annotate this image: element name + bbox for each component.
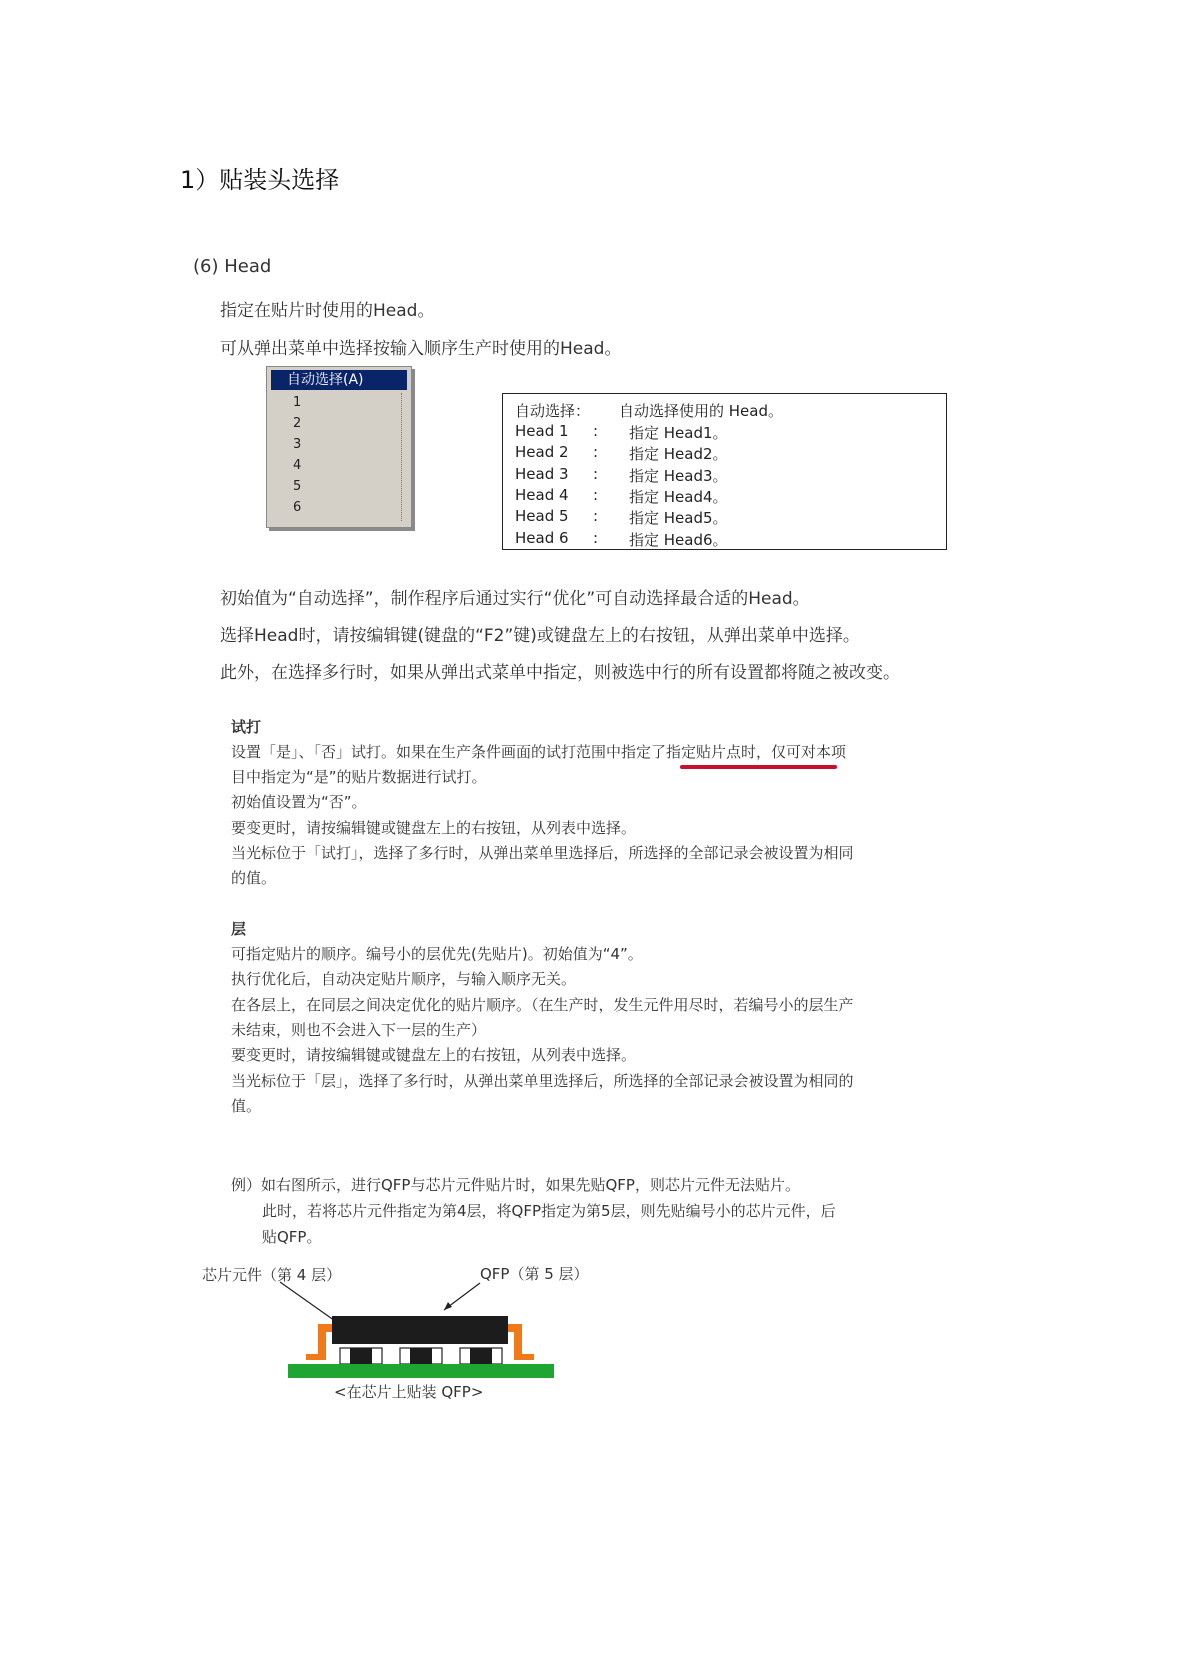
qfp-label: QFP（第 5 层） — [480, 1265, 589, 1283]
diagram-caption: <在芯片上贴装 QFP> — [334, 1383, 484, 1401]
menu-item-auto[interactable]: 自动选择(A) — [271, 370, 407, 390]
layer-line-2: 执行优化后，自动决定贴片顺序，与输入顺序无关。 — [231, 970, 577, 988]
qfp-lead-left — [306, 1324, 332, 1360]
menu-item-1[interactable]: 1 — [293, 395, 302, 410]
head-row-name: Head 5 — [515, 507, 569, 525]
head-row-desc: 指定 Head2。 — [629, 445, 728, 463]
paragraph-select-head: 选择Head时，请按编辑键(键盘的“F2”键)或键盘左上的右按钮，从弹出菜单中选择。 — [220, 626, 860, 646]
trial-title: 试打 — [231, 718, 262, 736]
menu-item-2[interactable]: 2 — [293, 416, 302, 431]
trial-line-4: 要变更时，请按编辑键或键盘左上的右按钮，从列表中选择。 — [231, 819, 637, 837]
section-title: (6) Head — [193, 256, 272, 277]
menu-item-4[interactable]: 4 — [293, 458, 302, 473]
head-row-colon: : — [593, 465, 599, 483]
head-intro-line-1: 指定在贴片时使用的Head。 — [220, 301, 435, 321]
head-row-desc: 指定 Head3。 — [629, 467, 728, 485]
chip-component-label: 芯片元件（第 4 层） — [202, 1266, 342, 1284]
head-popup-menu — [266, 366, 412, 528]
trial-line-1 — [231, 741, 846, 762]
head-description-box — [502, 393, 947, 550]
trial-line-3: 初始值设置为“否”。 — [231, 793, 367, 811]
head-row-name: Head 3 — [515, 465, 569, 483]
trial-line-1-end: ，仅可对本项 — [756, 743, 847, 761]
head-row-desc: 指定 Head4。 — [629, 488, 728, 506]
example-line-2: 此时，若将芯片元件指定为第4层，将QFP指定为第5层，则先贴编号小的芯片元件，后 — [262, 1202, 836, 1220]
chip-1 — [340, 1348, 382, 1364]
head-row-desc: 指定 Head6。 — [629, 531, 728, 549]
qfp-lead-right — [508, 1324, 534, 1360]
layer-line-4: 未结束，则也不会进入下一层的生产） — [231, 1021, 487, 1039]
layer-line-5: 要变更时，请按编辑键或键盘左上的右按钮，从列表中选择。 — [231, 1046, 637, 1064]
head-row-colon: : — [593, 529, 599, 547]
menu-item-6[interactable]: 6 — [293, 500, 302, 515]
head-row-colon: : — [593, 507, 599, 525]
layer-title: 层 — [231, 920, 247, 938]
trial-line-1-start: 设置「是」、「否」试打。如果在生产条件画面的试打范围中 — [231, 743, 622, 761]
head-row-desc: 指定 Head1。 — [629, 424, 728, 442]
head-row-name: Head 4 — [515, 486, 569, 504]
head-intro-line-2: 可从弹出菜单中选择按输入顺序生产时使用的Head。 — [220, 339, 622, 359]
qfp-on-chip-diagram — [270, 1278, 570, 1378]
menu-item-5[interactable]: 5 — [293, 479, 302, 494]
trial-line-1-highlight: 指定了指定贴片点时 — [621, 743, 757, 761]
chip-2 — [400, 1348, 442, 1364]
trial-line-5: 当光标位于「试打」，选择了多行时，从弹出菜单里选择后，所选择的全部记录会被设置为相同 — [231, 844, 854, 862]
head-row-colon: : — [593, 443, 599, 461]
head-row-colon: : — [593, 486, 599, 504]
head-row-name: Head 2 — [515, 443, 569, 461]
chip-3 — [460, 1348, 502, 1364]
paragraph-initial-value: 初始值为“自动选择”，制作程序后通过实行“优化”可自动选择最合适的Head。 — [220, 589, 810, 609]
paragraph-multi-select: 此外，在选择多行时，如果从弹出式菜单中指定，则被选中行的所有设置都将随之被改变。 — [220, 663, 900, 683]
menu-scrollbar — [401, 393, 408, 521]
layer-line-6: 当光标位于「层」，选择了多行时，从弹出菜单里选择后，所选择的全部记录会被设置为相同的 — [231, 1072, 854, 1090]
head-row-colon: : — [593, 422, 599, 440]
trial-line-6: 的值。 — [231, 869, 277, 887]
menu-item-3[interactable]: 3 — [293, 437, 302, 452]
qfp-arrow-head — [444, 1302, 452, 1310]
head-auto-desc: 自动选择使用的 Head。 — [619, 402, 783, 420]
layer-line-7: 值。 — [231, 1097, 262, 1115]
trial-line-2: 目中指定为“是”的贴片数据进行试打。 — [231, 768, 487, 786]
head-row-desc: 指定 Head5。 — [629, 509, 728, 527]
head-row-name: Head 1 — [515, 422, 569, 440]
page-heading: 1）贴装头选择 — [180, 166, 340, 194]
qfp-body — [332, 1316, 508, 1344]
pcb-board — [288, 1364, 554, 1378]
head-row-name: Head 6 — [515, 529, 569, 547]
layer-line-3: 在各层上，在同层之间决定优化的贴片顺序。（在生产时，发生元件用尽时，若编号小的层生产 — [231, 996, 854, 1014]
example-line-3: 贴QFP。 — [262, 1228, 322, 1246]
example-line-1: 例）如右图所示，进行QFP与芯片元件贴片时，如果先贴QFP，则芯片元件无法贴片。 — [231, 1176, 800, 1194]
head-auto-label: 自动选择： — [515, 402, 591, 420]
layer-line-1: 可指定贴片的顺序。编号小的层优先(先贴片)。初始值为“4”。 — [231, 945, 643, 963]
red-underline-mark — [680, 765, 837, 769]
